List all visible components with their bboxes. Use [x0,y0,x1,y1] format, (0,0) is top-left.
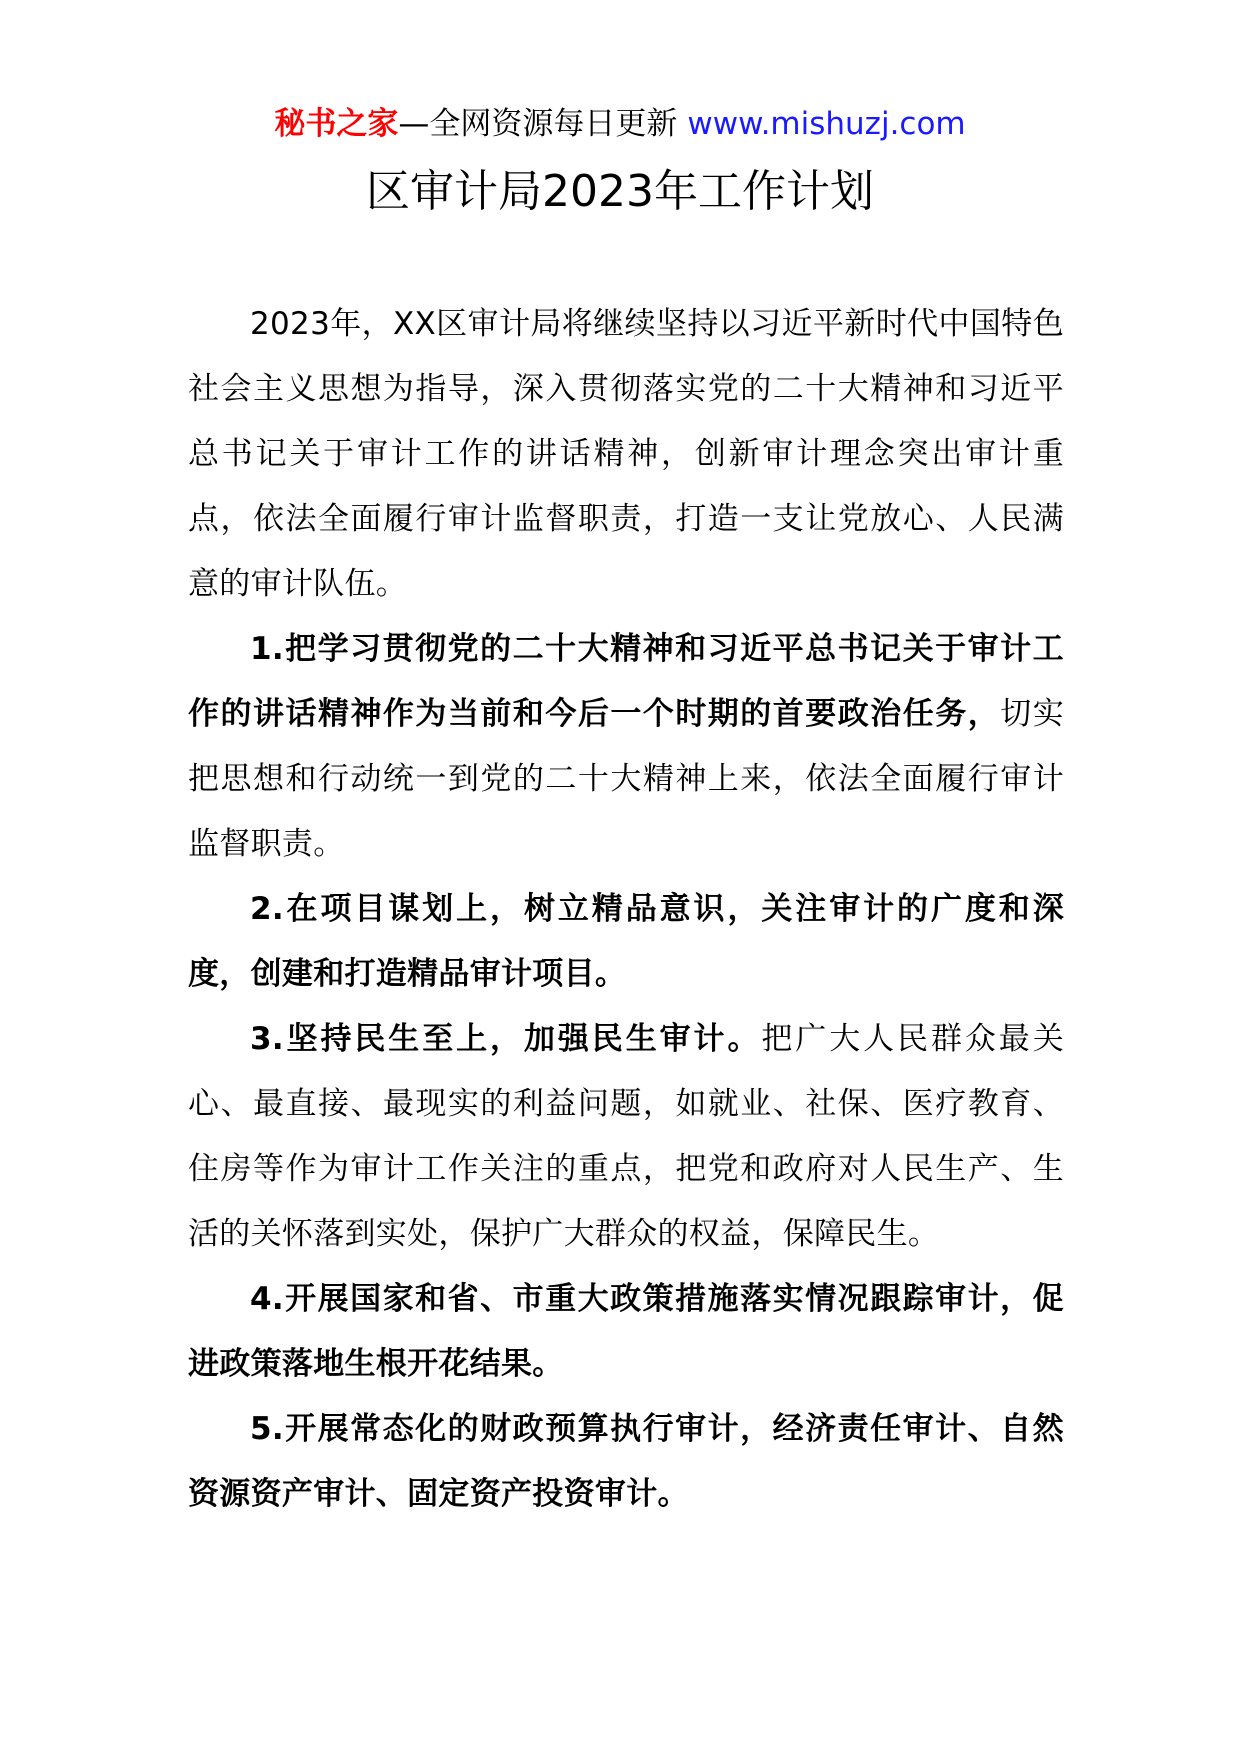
section-1-lead: 1.把学习贯彻党的二十大精神和习近平总书记关于审计工作的讲话精神作为当前和今后一个时期的首要政治任务， [188,631,1064,732]
section-3-paragraph [188,1007,1064,1267]
section-4-paragraph [188,1267,1064,1397]
section-1-text: 切实把思想和行动统一到党的二十大精神上来，依法全面履行审计监督职责。 [188,696,1064,862]
header-banner [0,102,1240,146]
brand-name: 秘书之家 [274,106,399,142]
document-title: 区审计局2023年工作计划 [366,166,874,217]
section-4-lead: 4.开展国家和省、市重大政策措施落实情况跟踪审计，促进政策落地生根开花结果。 [188,1281,1064,1382]
section-2-paragraph [188,877,1064,1007]
banner-slogan: —全网资源每日更新 [398,106,678,142]
section-3-lead: 3.坚持民生至上，加强民生审计。 [250,1021,762,1057]
section-5-paragraph [188,1397,1064,1527]
intro-paragraph: 2023年，XX区审计局将继续坚持以习近平新时代中国特色社会主义思想为指导，深入贯彻落实党的二十大精神和习近平总书记关于审计工作的讲话精神，创新审计理念突出审计重点，依法全面履行审计监督职责，打造一支让党放心、人民满意的审计队伍。 [188,306,1064,602]
website-url[interactable]: www.mishuzj.com [687,106,966,142]
section-1-paragraph [188,617,1064,877]
section-2-lead: 2.在项目谋划上，树立精品意识，关注审计的广度和深度，创建和打造精品审计项目。 [188,891,1064,992]
section-5-lead: 5.开展常态化的财政预算执行审计，经济责任审计、自然资源资产审计、固定资产投资审计。 [188,1411,1064,1512]
document-body [188,292,1064,1527]
section-3-text: 把广大人民群众最关心、最直接、最现实的利益问题，如就业、社保、医疗教育、住房等作为审计工作关注的重点，把党和政府对人民生产、生活的关怀落到实处，保护广大群众的权益，保障民生。 [188,1021,1064,1252]
